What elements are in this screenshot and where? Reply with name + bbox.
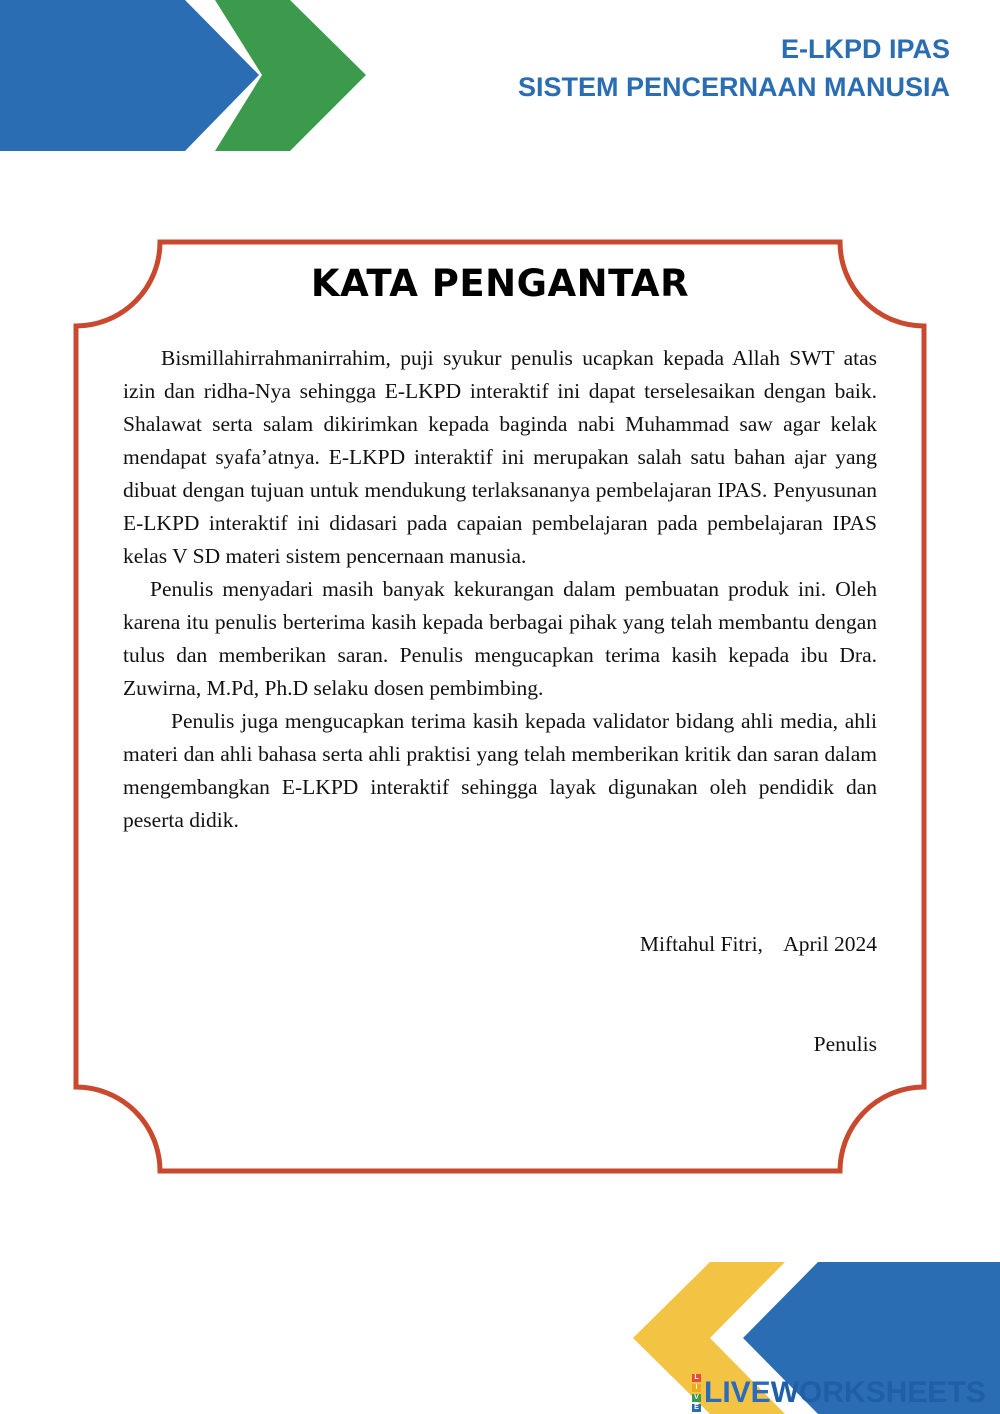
paragraph-3: Penulis juga mengucapkan terima kasih kepada validator bidang ahli media, ahli materi dan ahli bahasa serta ahli praktisi yang telah memberikan kritik dan saran dalam mengembangkan E-LKPD interaktif sehingga layak digunakan oleh pendidik dan peserta didik. bbox=[123, 709, 877, 832]
watermark-text bbox=[704, 1376, 986, 1410]
liveworksheets-logo bbox=[692, 1373, 701, 1413]
logo-letter: L bbox=[692, 1374, 701, 1382]
signature-line: Miftahul Fitri, April 2024 bbox=[639, 932, 877, 956]
signer-role: Penulis bbox=[813, 1032, 877, 1056]
header-line-2: SISTEM PENCERNAAN MANUSIA bbox=[517, 72, 950, 102]
logo-letter: V bbox=[692, 1394, 701, 1402]
logo-letter: I bbox=[692, 1384, 701, 1392]
liveworksheets-watermark bbox=[692, 1373, 986, 1413]
header-line-1: E-LKPD IPAS bbox=[780, 34, 950, 64]
paragraph-2: Penulis menyadari masih banyak kekurangan dalam pembuatan produk ini. Oleh karena itu penulis berterima kasih kepada berbagai pihak yang telah membantu dengan tulus dan memberikan saran. Penulis mengucapkan terima kasih kepada ibu Dra. Zuwirna, M.Pd, Ph.D selaku dosen pembimbing. bbox=[123, 577, 877, 700]
logo-letter: E bbox=[692, 1404, 701, 1412]
body-text bbox=[123, 342, 877, 837]
page-title: KATA PENGANTAR bbox=[310, 262, 690, 305]
watermark-worksheets: WORKSHEETS bbox=[770, 1376, 986, 1409]
paragraph-1: Bismillahirrahmanirrahim, puji syukur penulis ucapkan kepada Allah SWT atas izin dan ridha-Nya sehingga E-LKPD interaktif ini dapat terselesaikan dengan baik. Shalawat serta salam dikirimkan kepada baginda nabi Muhammad saw agar kelak mendapat syafa’atnya. E-LKPD interaktif ini merupakan salah satu bahan ajar yang dibuat dengan tujuan untuk mendukung terlaksananya pembelajaran IPAS. Penyusunan E-LKPD interaktif ini didasari pada capaian pembelajaran pada pembelajaran IPAS kelas V SD materi sistem pencernaan manusia. bbox=[123, 346, 877, 568]
watermark-live: LIVE bbox=[704, 1376, 771, 1409]
